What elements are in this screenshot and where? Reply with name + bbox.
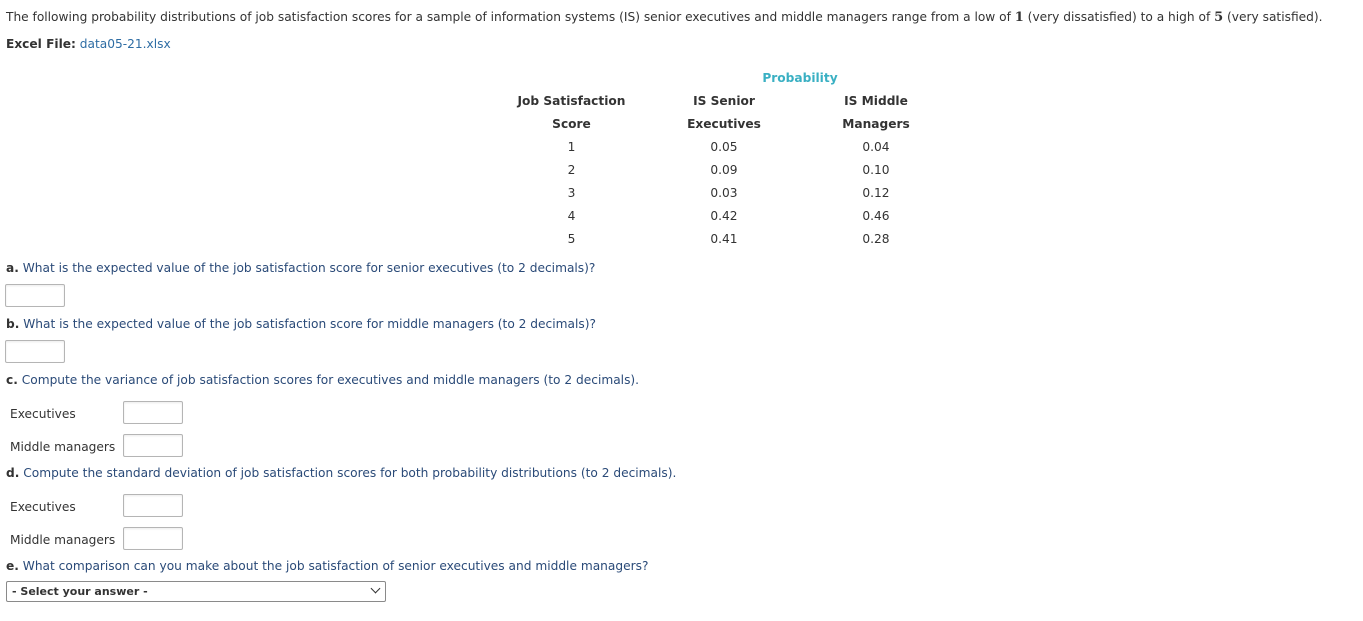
score-cell: 4 <box>567 209 576 223</box>
middle-cell: 0.12 <box>862 186 890 200</box>
stddev-middle-managers-input[interactable] <box>123 527 183 550</box>
excel-file-label: Excel File: <box>6 37 76 51</box>
question-c-text: Compute the variance of job satisfaction scores for executives and middle managers (to 2 decimals). <box>21 373 640 387</box>
question-e <box>6 559 648 573</box>
intro-part-1: The following probability distributions of job satisfaction scores for a sample of information systems (IS) senior executives and middle managers range from a low of <box>6 10 1015 24</box>
question-c <box>6 373 639 387</box>
score-header-line2: Score <box>552 117 591 131</box>
senior-header-line2: Executives <box>687 117 761 131</box>
question-b-letter: b. <box>6 317 20 331</box>
variance-executives-label: Executives <box>10 407 76 421</box>
question-c-letter: c. <box>6 373 18 387</box>
intro-part-2: (very dissatisfied) to a high of <box>1023 10 1215 24</box>
excel-file-link[interactable]: data05-21.xlsx <box>79 37 171 51</box>
comparison-select-value: - Select your answer - <box>12 585 148 598</box>
stddev-middle-managers-label: Middle managers <box>10 533 116 547</box>
excel-file-line <box>6 37 171 51</box>
senior-column <box>664 94 784 254</box>
score-cell: 3 <box>567 186 576 200</box>
intro-part-3: (very satisfied). <box>1223 10 1323 24</box>
question-b <box>6 317 596 331</box>
comparison-select[interactable] <box>6 581 386 602</box>
intro-low-value: 1 <box>1014 10 1024 25</box>
score-header-line1: Job Satisfaction <box>517 94 626 108</box>
middle-header-line1: IS Middle <box>844 94 908 108</box>
variance-middle-managers-input[interactable] <box>123 434 183 457</box>
stddev-executives-input[interactable] <box>123 494 183 517</box>
senior-cell: 0.05 <box>710 140 738 154</box>
middle-cell: 0.10 <box>862 163 890 177</box>
question-a <box>6 261 595 275</box>
intro-text <box>6 10 1322 25</box>
variance-middle-managers-label: Middle managers <box>10 440 116 454</box>
score-cell: 5 <box>567 232 576 246</box>
question-e-letter: e. <box>6 559 19 573</box>
senior-cell: 0.42 <box>710 209 738 223</box>
score-cell: 2 <box>567 163 576 177</box>
chevron-down-icon <box>371 584 381 594</box>
answer-b-input[interactable] <box>5 340 65 363</box>
question-a-letter: a. <box>6 261 19 275</box>
middle-column <box>816 94 936 254</box>
question-d-text: Compute the standard deviation of job satisfaction scores for both probability distributions (to 2 decimals). <box>23 466 677 480</box>
question-d-letter: d. <box>6 466 20 480</box>
intro-high-value: 5 <box>1214 10 1224 25</box>
middle-cell: 0.04 <box>862 140 890 154</box>
question-d <box>6 466 676 480</box>
senior-cell: 0.41 <box>710 232 738 246</box>
senior-header-line1: IS Senior <box>693 94 755 108</box>
middle-cell: 0.46 <box>862 209 890 223</box>
middle-header-line2: Managers <box>842 117 910 131</box>
question-e-text: What comparison can you make about the job satisfaction of senior executives and middle managers? <box>22 559 649 573</box>
senior-cell: 0.09 <box>710 163 738 177</box>
answer-a-input[interactable] <box>5 284 65 307</box>
middle-cell: 0.28 <box>862 232 890 246</box>
score-cell: 1 <box>567 140 576 154</box>
question-a-text: What is the expected value of the job satisfaction score for senior executives (to 2 decimals)? <box>22 261 596 275</box>
score-column <box>500 94 643 254</box>
stddev-executives-label: Executives <box>10 500 76 514</box>
variance-executives-input[interactable] <box>123 401 183 424</box>
senior-cell: 0.03 <box>710 186 738 200</box>
question-b-text: What is the expected value of the job satisfaction score for middle managers (to 2 decimals)? <box>23 317 596 331</box>
probability-header: Probability <box>762 71 838 85</box>
